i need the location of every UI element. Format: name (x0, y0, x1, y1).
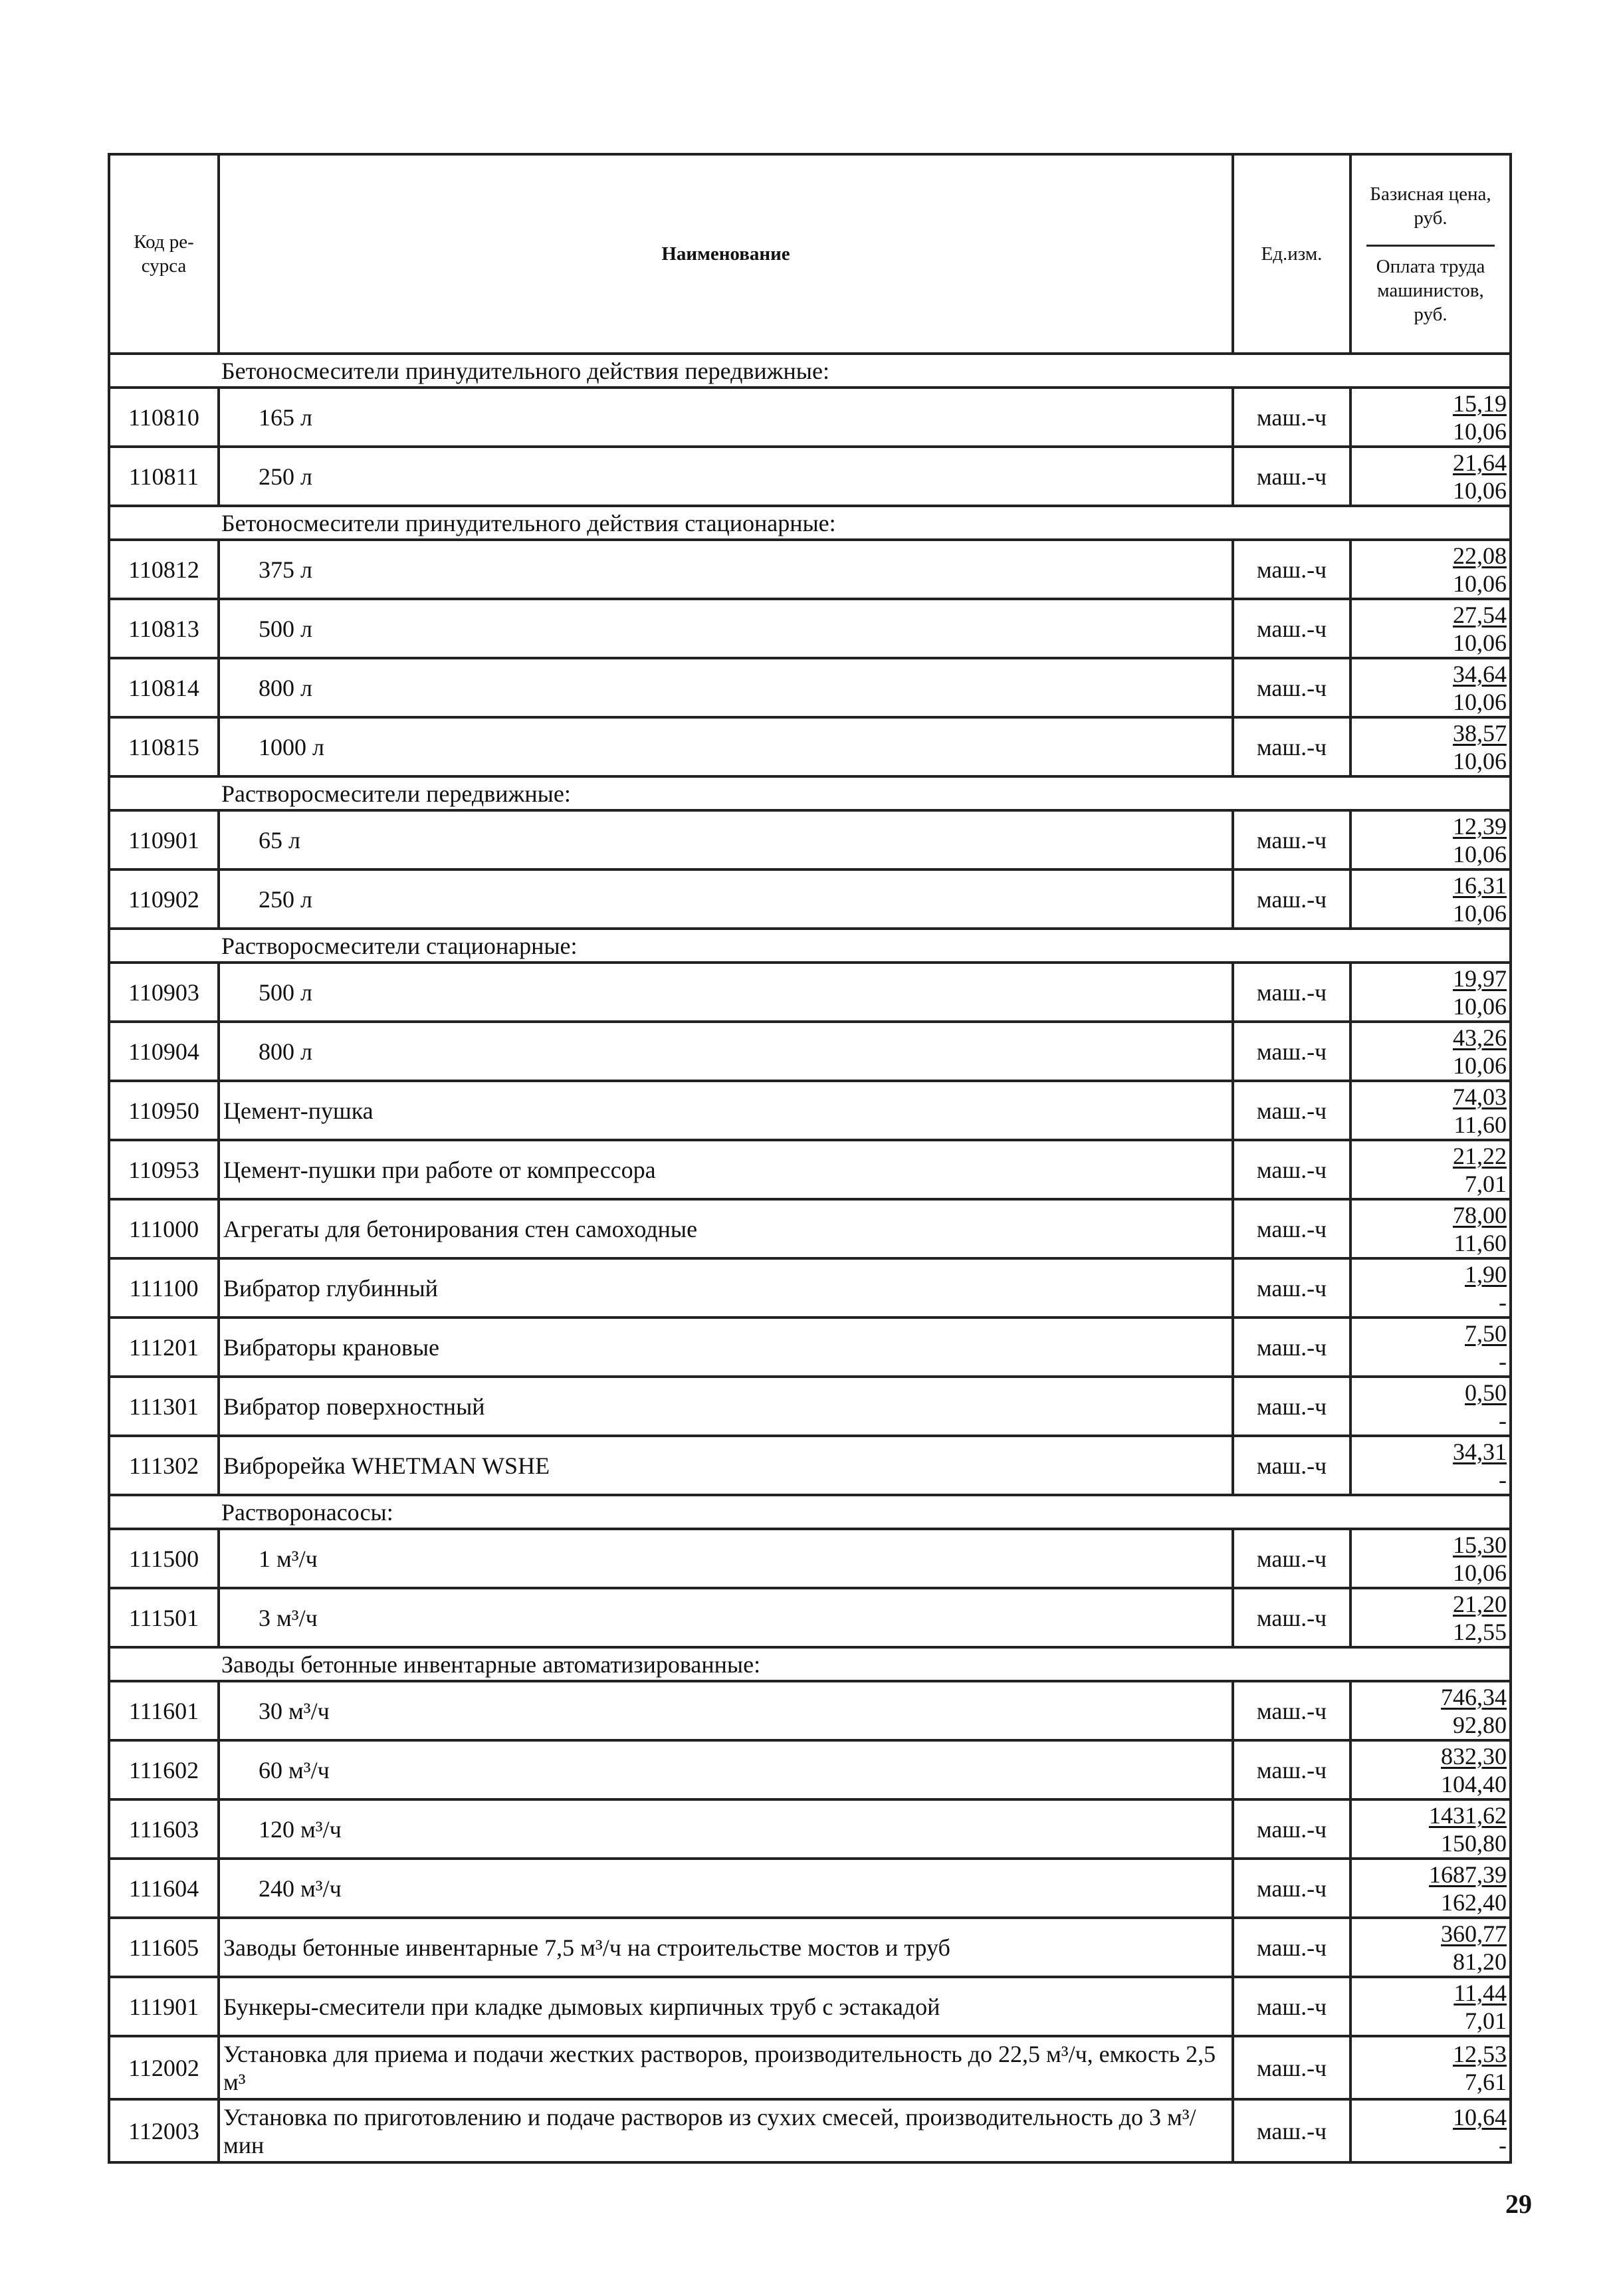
price-cell (1350, 1588, 1511, 1647)
table-row (109, 388, 1511, 447)
resource-name: Бункеры-смесители при кладке дымовых кирпичных труб с эстакадой (219, 1977, 1233, 2036)
header-code (109, 154, 219, 354)
unit-of-measure: маш.-ч (1233, 599, 1350, 658)
group-header-row (109, 1495, 1511, 1529)
operator-pay: 104,40 (1441, 1770, 1507, 1797)
group-header-row (109, 776, 1511, 810)
resource-name: 165 л (219, 388, 1233, 447)
price-cell (1350, 1681, 1511, 1740)
resource-name: Вибратор поверхностный (219, 1377, 1233, 1436)
price-cell (1350, 1199, 1511, 1258)
price-cell (1350, 1022, 1511, 1081)
group-title: Бетоносмесители принудительного действия передвижные: (219, 354, 1511, 388)
resource-code: 112002 (109, 2036, 219, 2099)
resource-code: 112003 (109, 2099, 219, 2162)
operator-pay: 10,06 (1453, 688, 1507, 715)
price-cell (1350, 717, 1511, 776)
price-cell (1350, 810, 1511, 869)
table-row (109, 1588, 1511, 1647)
price-cell (1350, 2036, 1511, 2099)
table-row (109, 1199, 1511, 1258)
price-cell (1350, 599, 1511, 658)
resource-name: 30 м³/ч (219, 1681, 1233, 1740)
price-cell (1350, 1918, 1511, 1977)
operator-pay: 11,60 (1453, 1229, 1507, 1256)
header-code-text: Код ре- сурса (134, 231, 194, 277)
resource-name: Цемент-пушки при работе от компрессора (219, 1140, 1233, 1199)
base-price: 1,90 (1465, 1260, 1507, 1288)
resource-code: 110904 (109, 1022, 219, 1081)
table-row (109, 869, 1511, 929)
table-body (109, 354, 1511, 2162)
base-price: 15,19 (1453, 390, 1507, 417)
resource-name: Установка для приема и подачи жестких растворов, производительность до 22,5 м³/ч, емкость 2,5 м³ (219, 2036, 1233, 2099)
table-row (109, 540, 1511, 599)
table-row (109, 658, 1511, 717)
price-cell (1350, 540, 1511, 599)
resource-code: 111100 (109, 1258, 219, 1318)
operator-pay: 10,06 (1453, 1052, 1507, 1079)
resource-name: Виброрейка WHETMAN WSHE (219, 1436, 1233, 1495)
resource-name: 120 м³/ч (219, 1799, 1233, 1859)
unit-of-measure: маш.-ч (1233, 388, 1350, 447)
operator-pay: 10,06 (1453, 992, 1507, 1020)
page-number: 29 (1505, 2189, 1532, 2219)
price-cell (1350, 1859, 1511, 1918)
unit-of-measure: маш.-ч (1233, 1918, 1350, 1977)
unit-of-measure: маш.-ч (1233, 447, 1350, 506)
unit-of-measure: маш.-ч (1233, 1681, 1350, 1740)
resource-name: Установка по приготовлению и подаче растворов из сухих смесей, производительность до 3 м³/мин (219, 2099, 1233, 2162)
resource-code: 110810 (109, 388, 219, 447)
group-code-cell (109, 354, 219, 388)
resource-code: 111604 (109, 1859, 219, 1918)
resource-code: 110950 (109, 1081, 219, 1140)
base-price: 11,44 (1453, 1979, 1507, 2006)
resource-code: 110811 (109, 447, 219, 506)
unit-of-measure: маш.-ч (1233, 1588, 1350, 1647)
resource-code: 111301 (109, 1377, 219, 1436)
table-row (109, 599, 1511, 658)
base-price: 832,30 (1441, 1742, 1507, 1770)
resource-name: 800 л (219, 1022, 1233, 1081)
base-price: 7,50 (1465, 1320, 1507, 1347)
table-row (109, 717, 1511, 776)
table-row (109, 1081, 1511, 1140)
resource-code: 110953 (109, 1140, 219, 1199)
table-row (109, 1799, 1511, 1859)
price-cell (1350, 963, 1511, 1022)
group-code-cell (109, 1647, 219, 1681)
base-price: 22,08 (1453, 542, 1507, 569)
group-title: Бетоносмесители принудительного действия стационарные: (219, 506, 1511, 540)
base-price: 16,31 (1453, 871, 1507, 899)
price-cell (1350, 1318, 1511, 1377)
table-row (109, 1377, 1511, 1436)
table-row (109, 1740, 1511, 1799)
base-price: 34,31 (1453, 1438, 1507, 1465)
operator-pay: 7,01 (1465, 1170, 1507, 1197)
operator-pay: 7,01 (1465, 2007, 1507, 2034)
price-cell (1350, 1377, 1511, 1436)
operator-pay: - (1499, 1288, 1507, 1316)
resource-price-table (108, 153, 1512, 2164)
table-row (109, 1140, 1511, 1199)
header-name: Наименование (219, 154, 1233, 354)
base-price: 74,03 (1453, 1083, 1507, 1110)
operator-pay: 10,06 (1453, 629, 1507, 656)
table-row (109, 1318, 1511, 1377)
base-price: 0,50 (1465, 1379, 1507, 1406)
price-cell (1350, 2099, 1511, 2162)
operator-pay: 10,06 (1453, 417, 1507, 445)
base-price: 15,30 (1453, 1531, 1507, 1558)
operator-pay: 162,40 (1441, 1889, 1507, 1916)
resource-code: 110901 (109, 810, 219, 869)
group-header-row (109, 1647, 1511, 1681)
resource-name: 500 л (219, 963, 1233, 1022)
resource-name: 1000 л (219, 717, 1233, 776)
resource-code: 111901 (109, 1977, 219, 2036)
price-cell (1350, 1081, 1511, 1140)
group-header-row (109, 506, 1511, 540)
base-price: 10,64 (1453, 2103, 1507, 2130)
unit-of-measure: маш.-ч (1233, 2036, 1350, 2099)
resource-name: 65 л (219, 810, 1233, 869)
resource-code: 111603 (109, 1799, 219, 1859)
group-title: Растворосмесители стационарные: (219, 929, 1511, 963)
price-cell (1350, 447, 1511, 506)
resource-code: 111201 (109, 1318, 219, 1377)
base-price: 12,39 (1453, 812, 1507, 840)
operator-pay: - (1499, 1466, 1507, 1493)
base-price: 21,22 (1453, 1142, 1507, 1169)
group-title: Заводы бетонные инвентарные автоматизированные: (219, 1647, 1511, 1681)
base-price: 1431,62 (1429, 1801, 1507, 1829)
resource-code: 110903 (109, 963, 219, 1022)
base-price: 21,20 (1453, 1590, 1507, 1617)
resource-code: 110815 (109, 717, 219, 776)
resource-code: 111605 (109, 1918, 219, 1977)
table-row (109, 2036, 1511, 2099)
resource-name: 250 л (219, 447, 1233, 506)
unit-of-measure: маш.-ч (1233, 717, 1350, 776)
operator-pay: 12,55 (1453, 1618, 1507, 1645)
resource-code: 111000 (109, 1199, 219, 1258)
price-cell (1350, 1529, 1511, 1588)
base-price: 27,54 (1453, 601, 1507, 628)
resource-code: 110902 (109, 869, 219, 929)
operator-pay: 7,61 (1465, 2068, 1507, 2095)
header-unit: Ед.изм. (1233, 154, 1350, 354)
header-operator-pay: Оплата труда машинистов, руб. (1376, 255, 1485, 325)
group-header-row (109, 929, 1511, 963)
resource-name: 3 м³/ч (219, 1588, 1233, 1647)
operator-pay: 10,06 (1453, 1559, 1507, 1586)
base-price: 21,64 (1453, 449, 1507, 476)
header-base-price: Базисная цена, руб. (1366, 182, 1495, 247)
resource-code: 111501 (109, 1588, 219, 1647)
resource-code: 111601 (109, 1681, 219, 1740)
group-header-row (109, 354, 1511, 388)
price-cell (1350, 1258, 1511, 1318)
unit-of-measure: маш.-ч (1233, 1022, 1350, 1081)
price-cell (1350, 1977, 1511, 2036)
unit-of-measure: маш.-ч (1233, 1140, 1350, 1199)
resource-code: 111500 (109, 1529, 219, 1588)
resource-code: 111302 (109, 1436, 219, 1495)
resource-name: Цемент-пушка (219, 1081, 1233, 1140)
table-row (109, 810, 1511, 869)
base-price: 19,97 (1453, 965, 1507, 992)
unit-of-measure: маш.-ч (1233, 1436, 1350, 1495)
resource-code: 111602 (109, 1740, 219, 1799)
base-price: 360,77 (1441, 1920, 1507, 1947)
unit-of-measure: маш.-ч (1233, 658, 1350, 717)
operator-pay: - (1499, 2131, 1507, 2158)
price-cell (1350, 869, 1511, 929)
unit-of-measure: маш.-ч (1233, 869, 1350, 929)
unit-of-measure: маш.-ч (1233, 2099, 1350, 2162)
resource-name: 800 л (219, 658, 1233, 717)
resource-name: Вибраторы крановые (219, 1318, 1233, 1377)
operator-pay: 10,06 (1453, 477, 1507, 504)
table-row (109, 1918, 1511, 1977)
table-header-row (109, 154, 1511, 354)
base-price: 38,57 (1453, 719, 1507, 746)
table-row (109, 1859, 1511, 1918)
price-cell (1350, 1436, 1511, 1495)
unit-of-measure: маш.-ч (1233, 810, 1350, 869)
unit-of-measure: маш.-ч (1233, 1081, 1350, 1140)
unit-of-measure: маш.-ч (1233, 1199, 1350, 1258)
table-row (109, 1681, 1511, 1740)
resource-name: Заводы бетонные инвентарные 7,5 м³/ч на строительстве мостов и труб (219, 1918, 1233, 1977)
unit-of-measure: маш.-ч (1233, 1318, 1350, 1377)
table-row (109, 1529, 1511, 1588)
group-code-cell (109, 929, 219, 963)
operator-pay: 10,06 (1453, 570, 1507, 597)
operator-pay: 10,06 (1453, 747, 1507, 774)
price-cell (1350, 658, 1511, 717)
group-title: Растворонасосы: (219, 1495, 1511, 1529)
price-cell (1350, 1799, 1511, 1859)
unit-of-measure: маш.-ч (1233, 1529, 1350, 1588)
table-row (109, 1258, 1511, 1318)
resource-code: 110813 (109, 599, 219, 658)
base-price: 1687,39 (1429, 1861, 1507, 1888)
operator-pay: 150,80 (1441, 1829, 1507, 1857)
unit-of-measure: маш.-ч (1233, 1977, 1350, 2036)
resource-name: 1 м³/ч (219, 1529, 1233, 1588)
table-row (109, 447, 1511, 506)
resource-name: 250 л (219, 869, 1233, 929)
unit-of-measure: маш.-ч (1233, 540, 1350, 599)
resource-name: 240 м³/ч (219, 1859, 1233, 1918)
operator-pay: 10,06 (1453, 840, 1507, 867)
table-row (109, 2099, 1511, 2162)
operator-pay: 10,06 (1453, 899, 1507, 927)
unit-of-measure: маш.-ч (1233, 1258, 1350, 1318)
unit-of-measure: маш.-ч (1233, 1859, 1350, 1918)
group-code-cell (109, 1495, 219, 1529)
resource-code: 110814 (109, 658, 219, 717)
operator-pay: 81,20 (1453, 1948, 1507, 1975)
unit-of-measure: маш.-ч (1233, 1799, 1350, 1859)
operator-pay: - (1499, 1347, 1507, 1375)
group-title: Растворосмесители передвижные: (219, 776, 1511, 810)
base-price: 34,64 (1453, 660, 1507, 687)
resource-name: 500 л (219, 599, 1233, 658)
table-row (109, 1977, 1511, 2036)
table-row (109, 1436, 1511, 1495)
unit-of-measure: маш.-ч (1233, 1740, 1350, 1799)
resource-name: Вибратор глубинный (219, 1258, 1233, 1318)
group-code-cell (109, 506, 219, 540)
operator-pay: 92,80 (1453, 1711, 1507, 1738)
base-price: 78,00 (1453, 1201, 1507, 1228)
resource-name: 60 м³/ч (219, 1740, 1233, 1799)
price-cell (1350, 1740, 1511, 1799)
price-cell (1350, 1140, 1511, 1199)
base-price: 746,34 (1441, 1683, 1507, 1710)
price-cell (1350, 388, 1511, 447)
base-price: 43,26 (1453, 1024, 1507, 1051)
unit-of-measure: маш.-ч (1233, 1377, 1350, 1436)
resource-name: 375 л (219, 540, 1233, 599)
group-code-cell (109, 776, 219, 810)
unit-of-measure: маш.-ч (1233, 963, 1350, 1022)
table-row (109, 963, 1511, 1022)
header-price (1350, 154, 1511, 354)
operator-pay: 11,60 (1453, 1111, 1507, 1138)
resource-code: 110812 (109, 540, 219, 599)
table-row (109, 1022, 1511, 1081)
operator-pay: - (1499, 1407, 1507, 1434)
base-price: 12,53 (1453, 2040, 1507, 2067)
resource-name: Агрегаты для бетонирования стен самоходные (219, 1199, 1233, 1258)
